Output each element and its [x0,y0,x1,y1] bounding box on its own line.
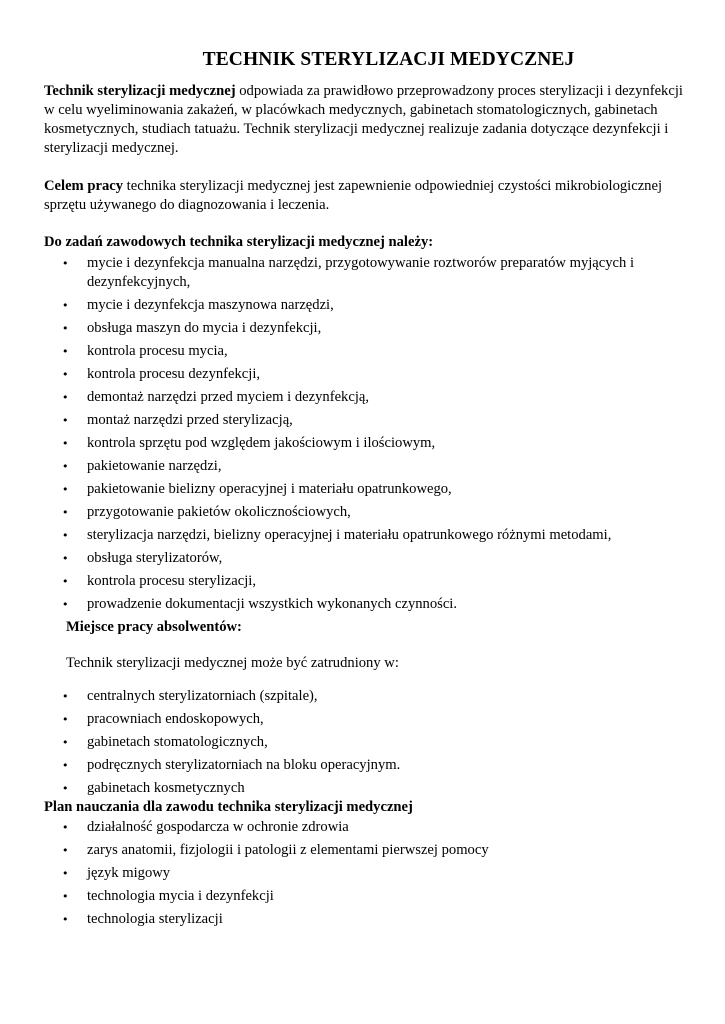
list-item: • technologia sterylizacji [44,910,683,929]
list-item: • technologia mycia i dezynfekcji [44,887,683,906]
list-item: • pracowniach endoskopowych, [44,710,683,729]
list-item: • demontaż narzędzi przed myciem i dezynfekcją, [44,388,683,407]
goal-paragraph [44,177,683,215]
list-item: • mycie i dezynfekcja maszynowa narzędzi, [44,296,683,315]
intro-paragraph [44,82,683,158]
list-item: • prowadzenie dokumentacji wszystkich wykonanych czynności. [44,595,683,614]
list-item: • gabinetach stomatologicznych, [44,733,683,752]
plan-list [44,818,683,929]
intro-text: odpowiada za prawidłowo przeprowadzony proces sterylizacji i dezynfekcji w celu wyeliminowania zakażeń, w placówkach medycznych, gabinetach stomatologicznych, gabinetach kosmetycznych, studiach tatuażu. Technik sterylizacji medycznej realizuje zadania dotyczące dezynfekcji i sterylizacji medycznej. [44,83,683,156]
list-item: • centralnych sterylizatorniach (szpitale), [44,687,683,706]
goal-text: technika sterylizacji medycznej jest zapewnienie odpowiedniej czystości mikrobiologicznej sprzętu używanego do diagnozowania i leczenia. [44,178,662,213]
workplaces-heading: Miejsce pracy absolwentów: [66,619,242,635]
list-item: • pakietowanie narzędzi, [44,457,683,476]
list-item: • obsługa maszyn do mycia i dezynfekcji, [44,319,683,338]
list-item: • gabinetach kosmetycznych [44,779,683,798]
goal-lead: Celem pracy [44,178,124,194]
list-item: • podręcznych sterylizatorniach na bloku operacyjnym. [44,756,683,775]
list-item: • język migowy [44,864,683,883]
list-item: • zarys anatomii, fizjologii i patologii z elementami pierwszej pomocy [44,841,683,860]
list-item: • obsługa sterylizatorów, [44,549,683,568]
page-title: TECHNIK STERYLIZACJI MEDYCZNEJ [202,49,575,70]
list-item: • kontrola procesu dezynfekcji, [44,365,683,384]
list-item: • kontrola procesu sterylizacji, [44,572,683,591]
list-item: • kontrola procesu mycia, [44,342,683,361]
list-item: • kontrola sprzętu pod względem jakościowym i ilościowym, [44,434,683,453]
workplaces-list [44,687,683,798]
list-item: • montaż narzędzi przed sterylizacją, [44,411,683,430]
plan-heading: Plan nauczania dla zawodu technika sterylizacji medycznej [44,799,413,815]
list-item: • sterylizacja narzędzi, bielizny operacyjnej i materiału opatrunkowego różnymi metodami, [44,526,683,545]
list-item: • przygotowanie pakietów okolicznościowych, [44,503,683,522]
list-item: • działalność gospodarcza w ochronie zdrowia [44,818,683,837]
list-item: • mycie i dezynfekcja manualna narzędzi, przygotowywanie roztworów preparatów myjących i dezynfekcyjnych, [44,254,683,292]
tasks-list [44,254,683,614]
intro-lead: Technik sterylizacji medycznej [44,83,236,99]
tasks-heading: Do zadań zawodowych technika sterylizacji medycznej należy: [44,234,434,250]
workplaces-intro: Technik sterylizacji medycznej może być zatrudniony w: [66,655,399,671]
list-item: • pakietowanie bielizny operacyjnej i materiału opatrunkowego, [44,480,683,499]
